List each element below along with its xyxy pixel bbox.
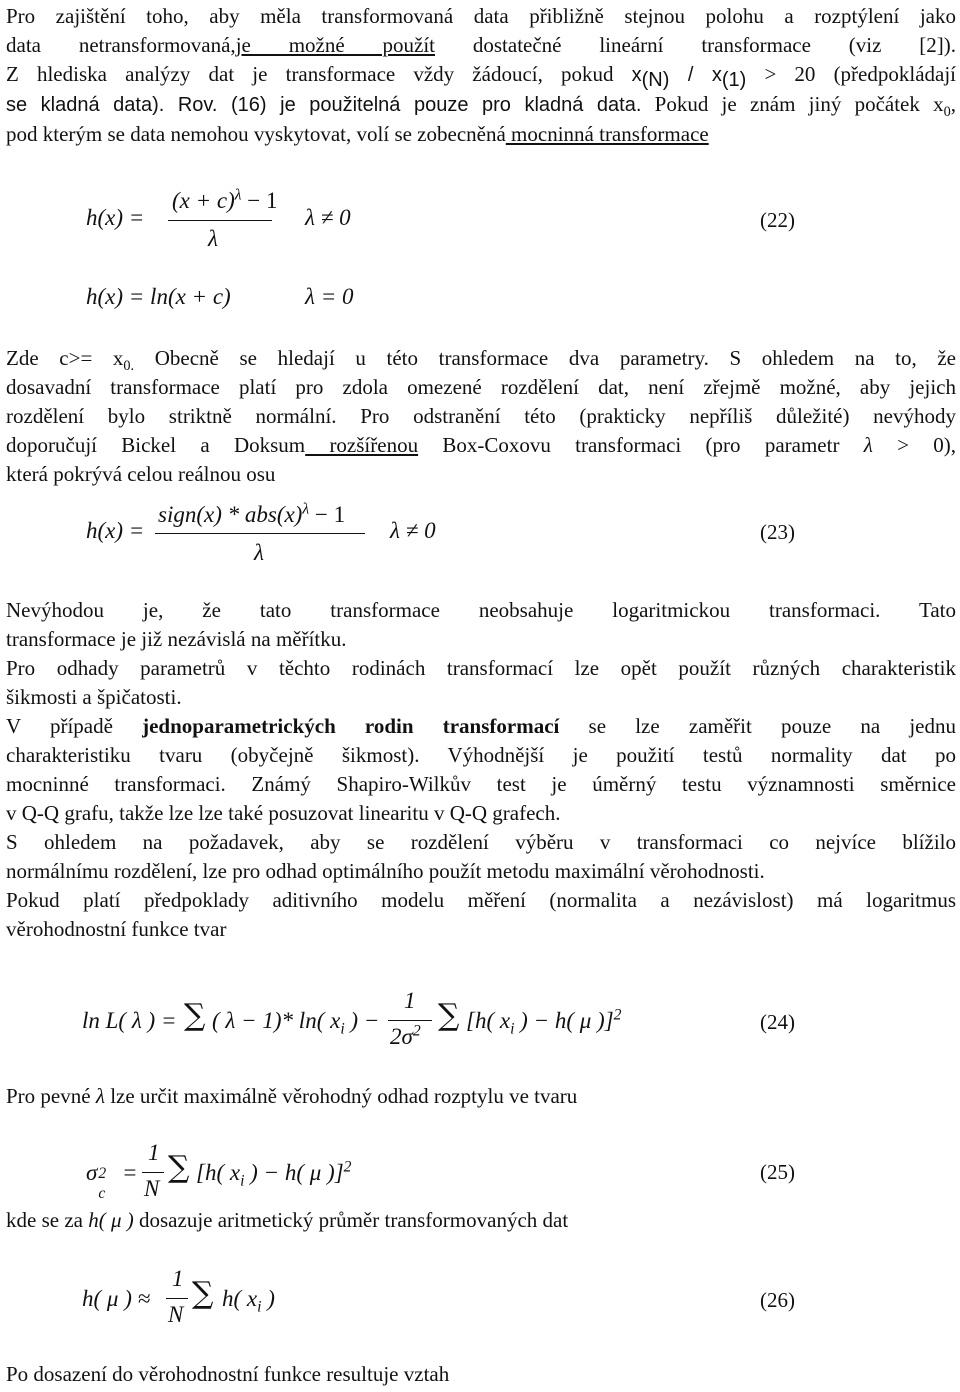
eq-lhs: h(x) = — [86, 205, 145, 230]
sum-symbol: ∑ — [438, 998, 460, 1033]
eq-term — [466, 1006, 622, 1038]
fraction-bar — [142, 1172, 164, 1173]
eq-denominator — [390, 1024, 421, 1050]
paragraph-box-cox — [6, 344, 956, 489]
eq-denominator: N — [144, 1176, 160, 1201]
underlined-text: rozšířenou — [305, 433, 419, 457]
text-span: Pokud je znám jiný počátek x — [641, 92, 944, 116]
eq-subscript: i — [510, 1020, 515, 1038]
subscript: 0 — [943, 104, 951, 121]
fraction-bar — [388, 1020, 432, 1021]
eq-condition: λ ≠ 0 — [305, 205, 351, 230]
eq-term: [h( x — [466, 1008, 511, 1033]
text-line: věrohodnostní funkce tvar — [6, 917, 227, 941]
paragraph-result — [6, 1360, 956, 1389]
eq-subscript: i — [257, 1298, 262, 1316]
text-span: Z hlediska analýzy dat je transformace vždy žádoucí, pokud — [6, 62, 614, 86]
equation-number: (23) — [760, 520, 795, 544]
eq-numerator — [172, 188, 278, 214]
eq-lhs: σ 2 c — [86, 1160, 107, 1202]
eq-numerator: 1 — [404, 988, 416, 1013]
paragraph-mean — [6, 1206, 956, 1235]
text-line: rozdělení bylo striktně normální. Pro odstranění této (prakticky nepříliš důležité) nevýhody — [6, 404, 956, 428]
text-span: Obecně se hledají u této transformace dva parametry. S ohledem na to, že — [134, 346, 956, 370]
text-span: data netransformovaná, — [6, 33, 236, 57]
fraction-bar — [166, 1298, 188, 1299]
eq-term: (x + c) — [172, 188, 235, 213]
text-line: transformace je již nezávislá na měřítku. — [6, 627, 347, 651]
eq-lhs: h(x) = ln(x + c) — [86, 284, 231, 309]
eq-term: − 1 — [241, 188, 278, 213]
text-span: V případě — [6, 714, 113, 738]
text-line: Pro odhady parametrů v těchto rodinách transformací lze opět použít různých charakteristik — [6, 656, 956, 680]
text-span: se kladná data). — [6, 94, 165, 116]
lambda-symbol: λ — [90, 1084, 105, 1108]
text-line: která pokrývá celou reálnou osu — [6, 462, 276, 486]
text-span: lze určit maximálně věrohodný odhad rozptylu ve tvaru — [104, 1084, 578, 1108]
text-line: mocninné transformaci. Známý Shapiro-Wilkův test je úměrný testu významnosti směrnice — [6, 772, 956, 796]
text-line — [6, 120, 956, 149]
text-span: , — [950, 92, 956, 116]
eq-exponent: λ — [302, 500, 310, 518]
eq-exponent: 2 — [343, 1158, 352, 1176]
eq-lhs: h( μ ) ≈ — [82, 1286, 151, 1311]
text-span: x — [631, 64, 642, 86]
text-line — [6, 31, 956, 60]
eq-term: σ — [86, 1160, 98, 1185]
eq-denominator: N — [168, 1302, 184, 1327]
lambda-symbol: λ — [839, 433, 873, 457]
text-line — [6, 344, 956, 373]
eq-numerator: 1 — [148, 1140, 160, 1165]
paragraph-fixed-lambda — [6, 1082, 956, 1111]
eq-condition: λ ≠ 0 — [390, 518, 436, 543]
eq-numerator — [158, 502, 345, 528]
text-span: > 20 (předpokládají — [746, 62, 957, 86]
eq-denominator: λ — [208, 226, 218, 251]
eq-denominator: λ — [254, 540, 264, 565]
text-span: pod kterým se data nemohou vyskytovat, volí se zobecněná — [6, 122, 506, 146]
text-line: v Q-Q grafu, takže lze lze také posuzovat linearitu v Q-Q grafech. — [6, 801, 561, 825]
eq-term: ( λ − 1)* ln( x — [212, 1008, 341, 1033]
text-line — [6, 90, 956, 120]
eq-term — [222, 1286, 275, 1316]
text-line: S ohledem na požadavek, aby se rozdělení výběru v transformaci co nejvíce blížilo — [6, 830, 956, 854]
text-span: se lze zaměřit pouze na jednu — [559, 714, 956, 738]
eq-term — [212, 1008, 380, 1038]
equation-number: (24) — [760, 1010, 795, 1034]
text-line — [6, 1082, 956, 1111]
eq-term: ) — [261, 1286, 275, 1311]
text-line: charakteristiku tvaru (obyčejně šikmost). Výhodnější je použití testů normality dat po — [6, 743, 956, 767]
fraction-bar — [168, 220, 272, 221]
eq-lhs: h(x) = — [86, 518, 145, 543]
text-span: Rov. (16) je použitelná pouze pro kladná data. — [164, 94, 642, 116]
eq-term: ) − h( μ )] — [244, 1160, 344, 1185]
eq-equals: = — [122, 1160, 138, 1185]
eq-exponent: 2 — [613, 1006, 622, 1024]
text-line: Pokud platí předpoklady aditivního modelu měření (normalita a nezávislost) má logaritmus — [6, 888, 956, 912]
equation-number: (22) — [760, 208, 795, 232]
eq-term: h( x — [222, 1286, 258, 1311]
text-span: dosazuje aritmetický průměr transformovaných dat — [133, 1208, 569, 1232]
equation-number: (25) — [760, 1160, 795, 1184]
eq-term: sign(x) * abs(x) — [158, 502, 303, 527]
text-span: Zde c>= x — [6, 346, 124, 370]
text-span: Pro pevné — [6, 1084, 91, 1108]
eq-lhs: ln L( λ ) = — [82, 1008, 177, 1033]
text-line — [6, 1206, 956, 1235]
text-line: šikmosti a špičatosti. — [6, 685, 182, 709]
sum-symbol: ∑ — [184, 998, 206, 1033]
paragraph-discussion — [6, 596, 956, 944]
eq-subscript: i — [240, 1172, 245, 1190]
eq-subscript: i — [340, 1020, 345, 1038]
subscript: (1) — [721, 69, 747, 92]
subscript: (N) — [641, 69, 670, 92]
eq-term — [196, 1158, 352, 1190]
underlined-text: je možné použít — [235, 33, 436, 57]
text-span: dostatečné lineární transformace (viz [2]). — [472, 33, 957, 57]
eq-term: 2σ — [390, 1024, 413, 1049]
subscript: 0. — [123, 358, 135, 375]
text-span: > 0), — [872, 433, 956, 457]
eq-term: ) − — [344, 1008, 380, 1033]
text-span: Box-Coxovu transformaci (pro parametr — [418, 433, 840, 457]
eq-numerator: 1 — [172, 1266, 184, 1291]
eq-term: ) − h( μ )] — [514, 1008, 614, 1033]
equation-number: (26) — [760, 1288, 795, 1312]
fraction-bar — [155, 533, 365, 534]
underlined-text: mocninná transformace — [505, 122, 709, 146]
sum-symbol: ∑ — [168, 1150, 190, 1185]
text-line — [6, 712, 956, 741]
eq-exponent: λ — [234, 186, 242, 204]
text-span: kde se za — [6, 1208, 83, 1232]
text-span: / x — [669, 64, 722, 86]
text-line: Po dosazení do věrohodnostní funkce resultuje vztah — [6, 1362, 450, 1386]
paragraph-intro — [6, 2, 956, 149]
text-line: Nevýhodou je, že tato transformace neobsahuje logaritmickou transformaci. Tato — [6, 598, 956, 622]
text-line: dosavadní transformace platí pro zdola omezené rozdělení dat, není zřejmě možné, aby jejich — [6, 375, 956, 399]
text-line — [6, 60, 956, 90]
math-inline: h( μ ) — [82, 1208, 134, 1232]
text-line: Pro zajištění toho, aby měla transformovaná data přibližně stejnou polohu a rozptýlení jako — [6, 4, 956, 28]
bold-text: jednoparametrických rodin transformací — [112, 714, 560, 738]
sum-symbol: ∑ — [192, 1276, 214, 1311]
text-line — [6, 431, 956, 460]
text-span: doporučují Bickel a Doksum — [6, 433, 306, 457]
eq-term: [h( x — [196, 1160, 241, 1185]
eq-condition: λ = 0 — [305, 284, 354, 309]
eq-exponent: 2 — [412, 1022, 421, 1040]
eq-term: − 1 — [309, 502, 346, 527]
text-line: normálnímu rozdělení, lze pro odhad optimálního použít metodu maximální věrohodnosti. — [6, 859, 765, 883]
